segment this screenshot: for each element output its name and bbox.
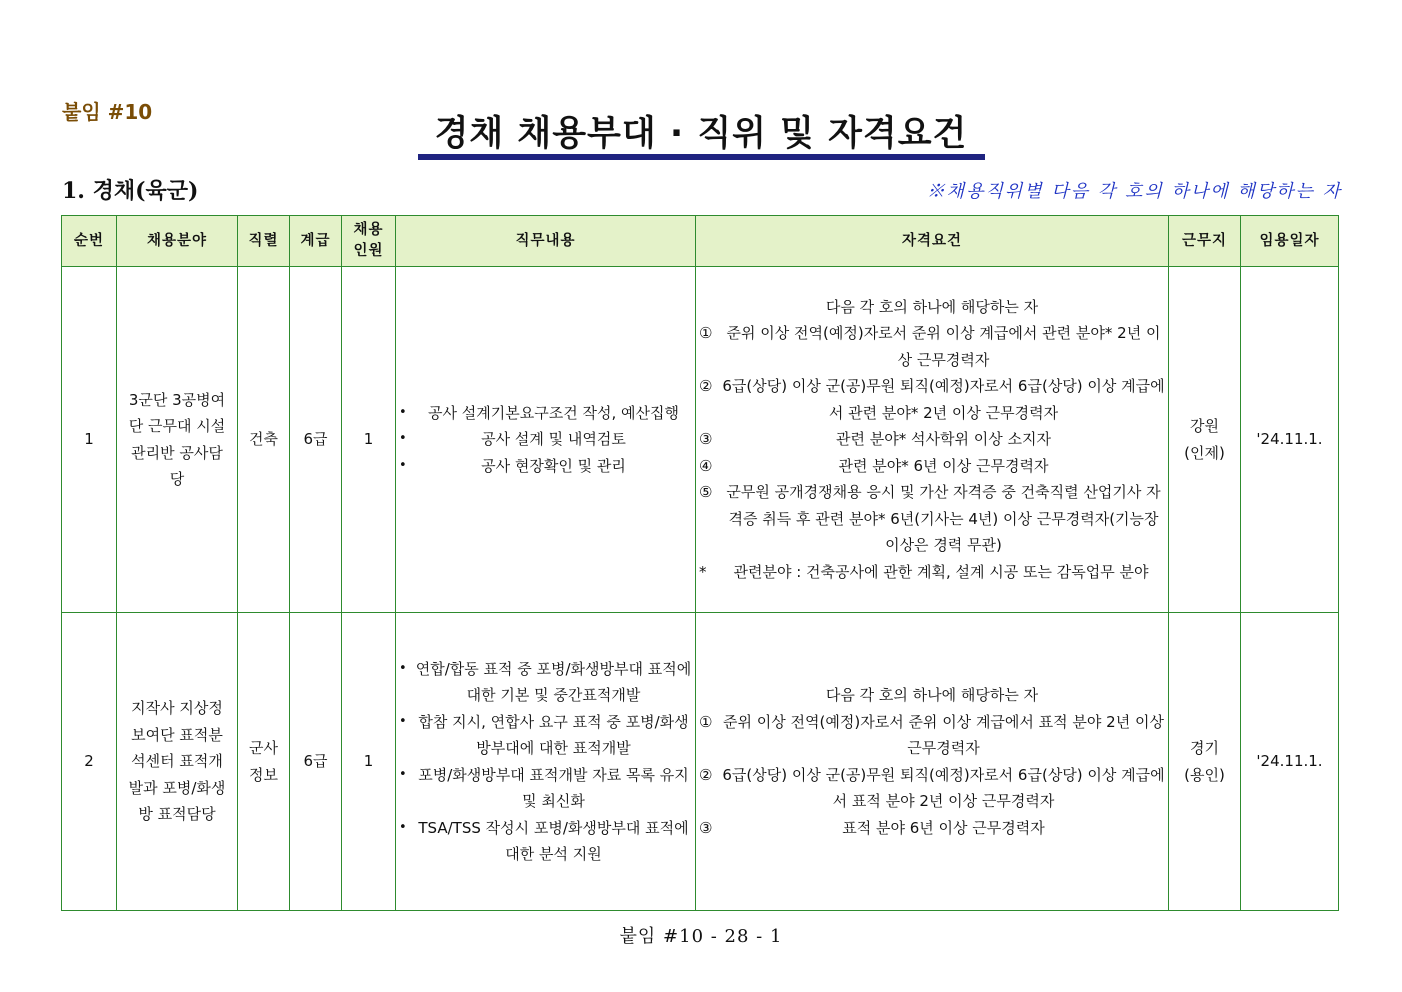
qualification-intro: 다음 각 호의 하나에 해당하는 자 (825, 297, 1039, 316)
document-title: 경채 채용부대 · 직위 및 자격요건 (434, 114, 968, 154)
qualification-text: 준위 이상 전역(예정)자로서 준위 이상 계급에서 표적 분야 2년 이상 근무경력자 (723, 712, 1164, 757)
note-mark: * (699, 562, 707, 581)
cell-series (238, 613, 290, 911)
qualification-item (699, 709, 1165, 762)
cell-location (1169, 613, 1241, 911)
header-duties: 직무내용 (396, 216, 696, 267)
header-start-date: 임용일자 (1241, 216, 1339, 267)
cell-series: 건축 (238, 267, 290, 613)
qualification-text: 군무원 공개경쟁채용 응시 및 가산 자격증 중 건축직렬 산업기사 자격증 취득 후 관련 분야* 6년(기사는 4년) 이상 근무경력자(기능장 이상은 경력 무관) (726, 483, 1161, 555)
page-footer: 붙임 #10 - 28 - 1 (619, 926, 783, 947)
qualification-note (699, 559, 1165, 586)
cell-grade: 6급 (290, 613, 342, 911)
header-series: 직렬 (238, 216, 290, 267)
qualification-text: 6급(상당) 이상 군(공)무원 퇴직(예정)자로서 6급(상당) 이상 계급에서 표적 분야 2년 이상 근무경력자 (722, 765, 1165, 810)
qualification-item (699, 426, 1165, 453)
header-count: 채용 인원 (342, 216, 396, 267)
duty-item: • TSA/TSS 작성시 포병/화생방부대 표적에 대한 분석 지원 (399, 815, 692, 868)
table-row (62, 267, 1339, 613)
field-text: 3군단 3공병여단 근무대 시설관리반 공사담당 (128, 390, 226, 488)
cell-duties (396, 613, 696, 911)
duty-item: • 공사 설계기본요구조건 작성, 예산집행 (399, 400, 692, 427)
qualification-number: ⑤ (699, 483, 713, 502)
cell-no: 2 (62, 613, 117, 911)
condition-note: ※채용직위별 다음 각 호의 하나에 해당하는 자 (926, 181, 1342, 202)
section-heading: 1. 경채(육군) (62, 178, 199, 204)
cell-count: 1 (342, 267, 396, 613)
qualification-intro: 다음 각 호의 하나에 해당하는 자 (825, 686, 1039, 704)
qualification-text: 관련 분야* 석사학위 이상 소지자 (836, 430, 1051, 449)
cell-qualifications (696, 267, 1169, 613)
duty-item: • 공사 현장확인 및 관리 (399, 453, 692, 480)
header-grade: 계급 (290, 216, 342, 267)
qualification-number: ② (699, 765, 713, 784)
cell-start-date: '24.11.1. (1241, 267, 1339, 613)
table-row (62, 613, 1339, 911)
duty-item: • 연합/합동 표적 중 포병/화생방부대 표적에 대한 기본 및 중간표적개발 (399, 656, 692, 709)
cell-location (1169, 267, 1241, 613)
table-header-row (62, 216, 1339, 267)
qualification-text: 표적 분야 6년 이상 근무경력자 (842, 818, 1045, 837)
cell-count: 1 (342, 613, 396, 911)
qualification-item (699, 479, 1165, 559)
qualification-number: ② (699, 377, 713, 396)
qualification-number: ① (699, 324, 713, 343)
cell-field (117, 613, 238, 911)
cell-grade: 6급 (290, 267, 342, 613)
qualification-number: ④ (699, 456, 713, 475)
qualification-number: ③ (699, 430, 713, 449)
positions-table (61, 215, 1339, 911)
duty-item: • 포병/화생방부대 표적개발 자료 목록 유지 및 최신화 (399, 762, 692, 815)
note-text: 관련분야 : 건축공사에 관한 계획, 설계 시공 또는 감독업무 분야 (733, 562, 1149, 581)
qualification-item (699, 373, 1165, 426)
cell-duties (396, 267, 696, 613)
qualification-number: ① (699, 712, 713, 731)
qualification-item (699, 762, 1165, 815)
series-text: 군사 정보 (249, 739, 278, 784)
location-text: 경기 (용인) (1184, 739, 1225, 784)
header-location: 근무지 (1169, 216, 1241, 267)
field-text: 지작사 지상정보여단 표적분석센터 표적개발과 포병/화생방 표적담당 (128, 699, 226, 824)
cell-no: 1 (62, 267, 117, 613)
location-text: 강원 (인제) (1184, 417, 1225, 462)
qualification-text: 관련 분야* 6년 이상 근무경력자 (838, 456, 1049, 475)
cell-field (117, 267, 238, 613)
qualification-item (699, 320, 1165, 373)
duty-item: • 공사 설계 및 내역검토 (399, 426, 692, 453)
header-field: 채용분야 (117, 216, 238, 267)
cell-qualifications (696, 613, 1169, 911)
cell-start-date: '24.11.1. (1241, 613, 1339, 911)
qualification-item (699, 453, 1165, 480)
title-underline (418, 154, 985, 160)
attachment-label: 붙임 #10 (62, 100, 153, 124)
duty-item: • 합참 지시, 연합사 요구 표적 중 포병/화생방부대에 대한 표적개발 (399, 709, 692, 762)
qualification-item (699, 815, 1165, 842)
qualification-text: 6급(상당) 이상 군(공)무원 퇴직(예정)자로서 6급(상당) 이상 계급에서 관련 분야* 2년 이상 근무경력자 (722, 377, 1165, 422)
header-qualifications: 자격요건 (696, 216, 1169, 267)
qualification-number: ③ (699, 818, 713, 837)
header-no: 순번 (62, 216, 117, 267)
qualification-text: 준위 이상 전역(예정)자로서 준위 이상 계급에서 관련 분야* 2년 이상 근무경력자 (726, 324, 1161, 369)
